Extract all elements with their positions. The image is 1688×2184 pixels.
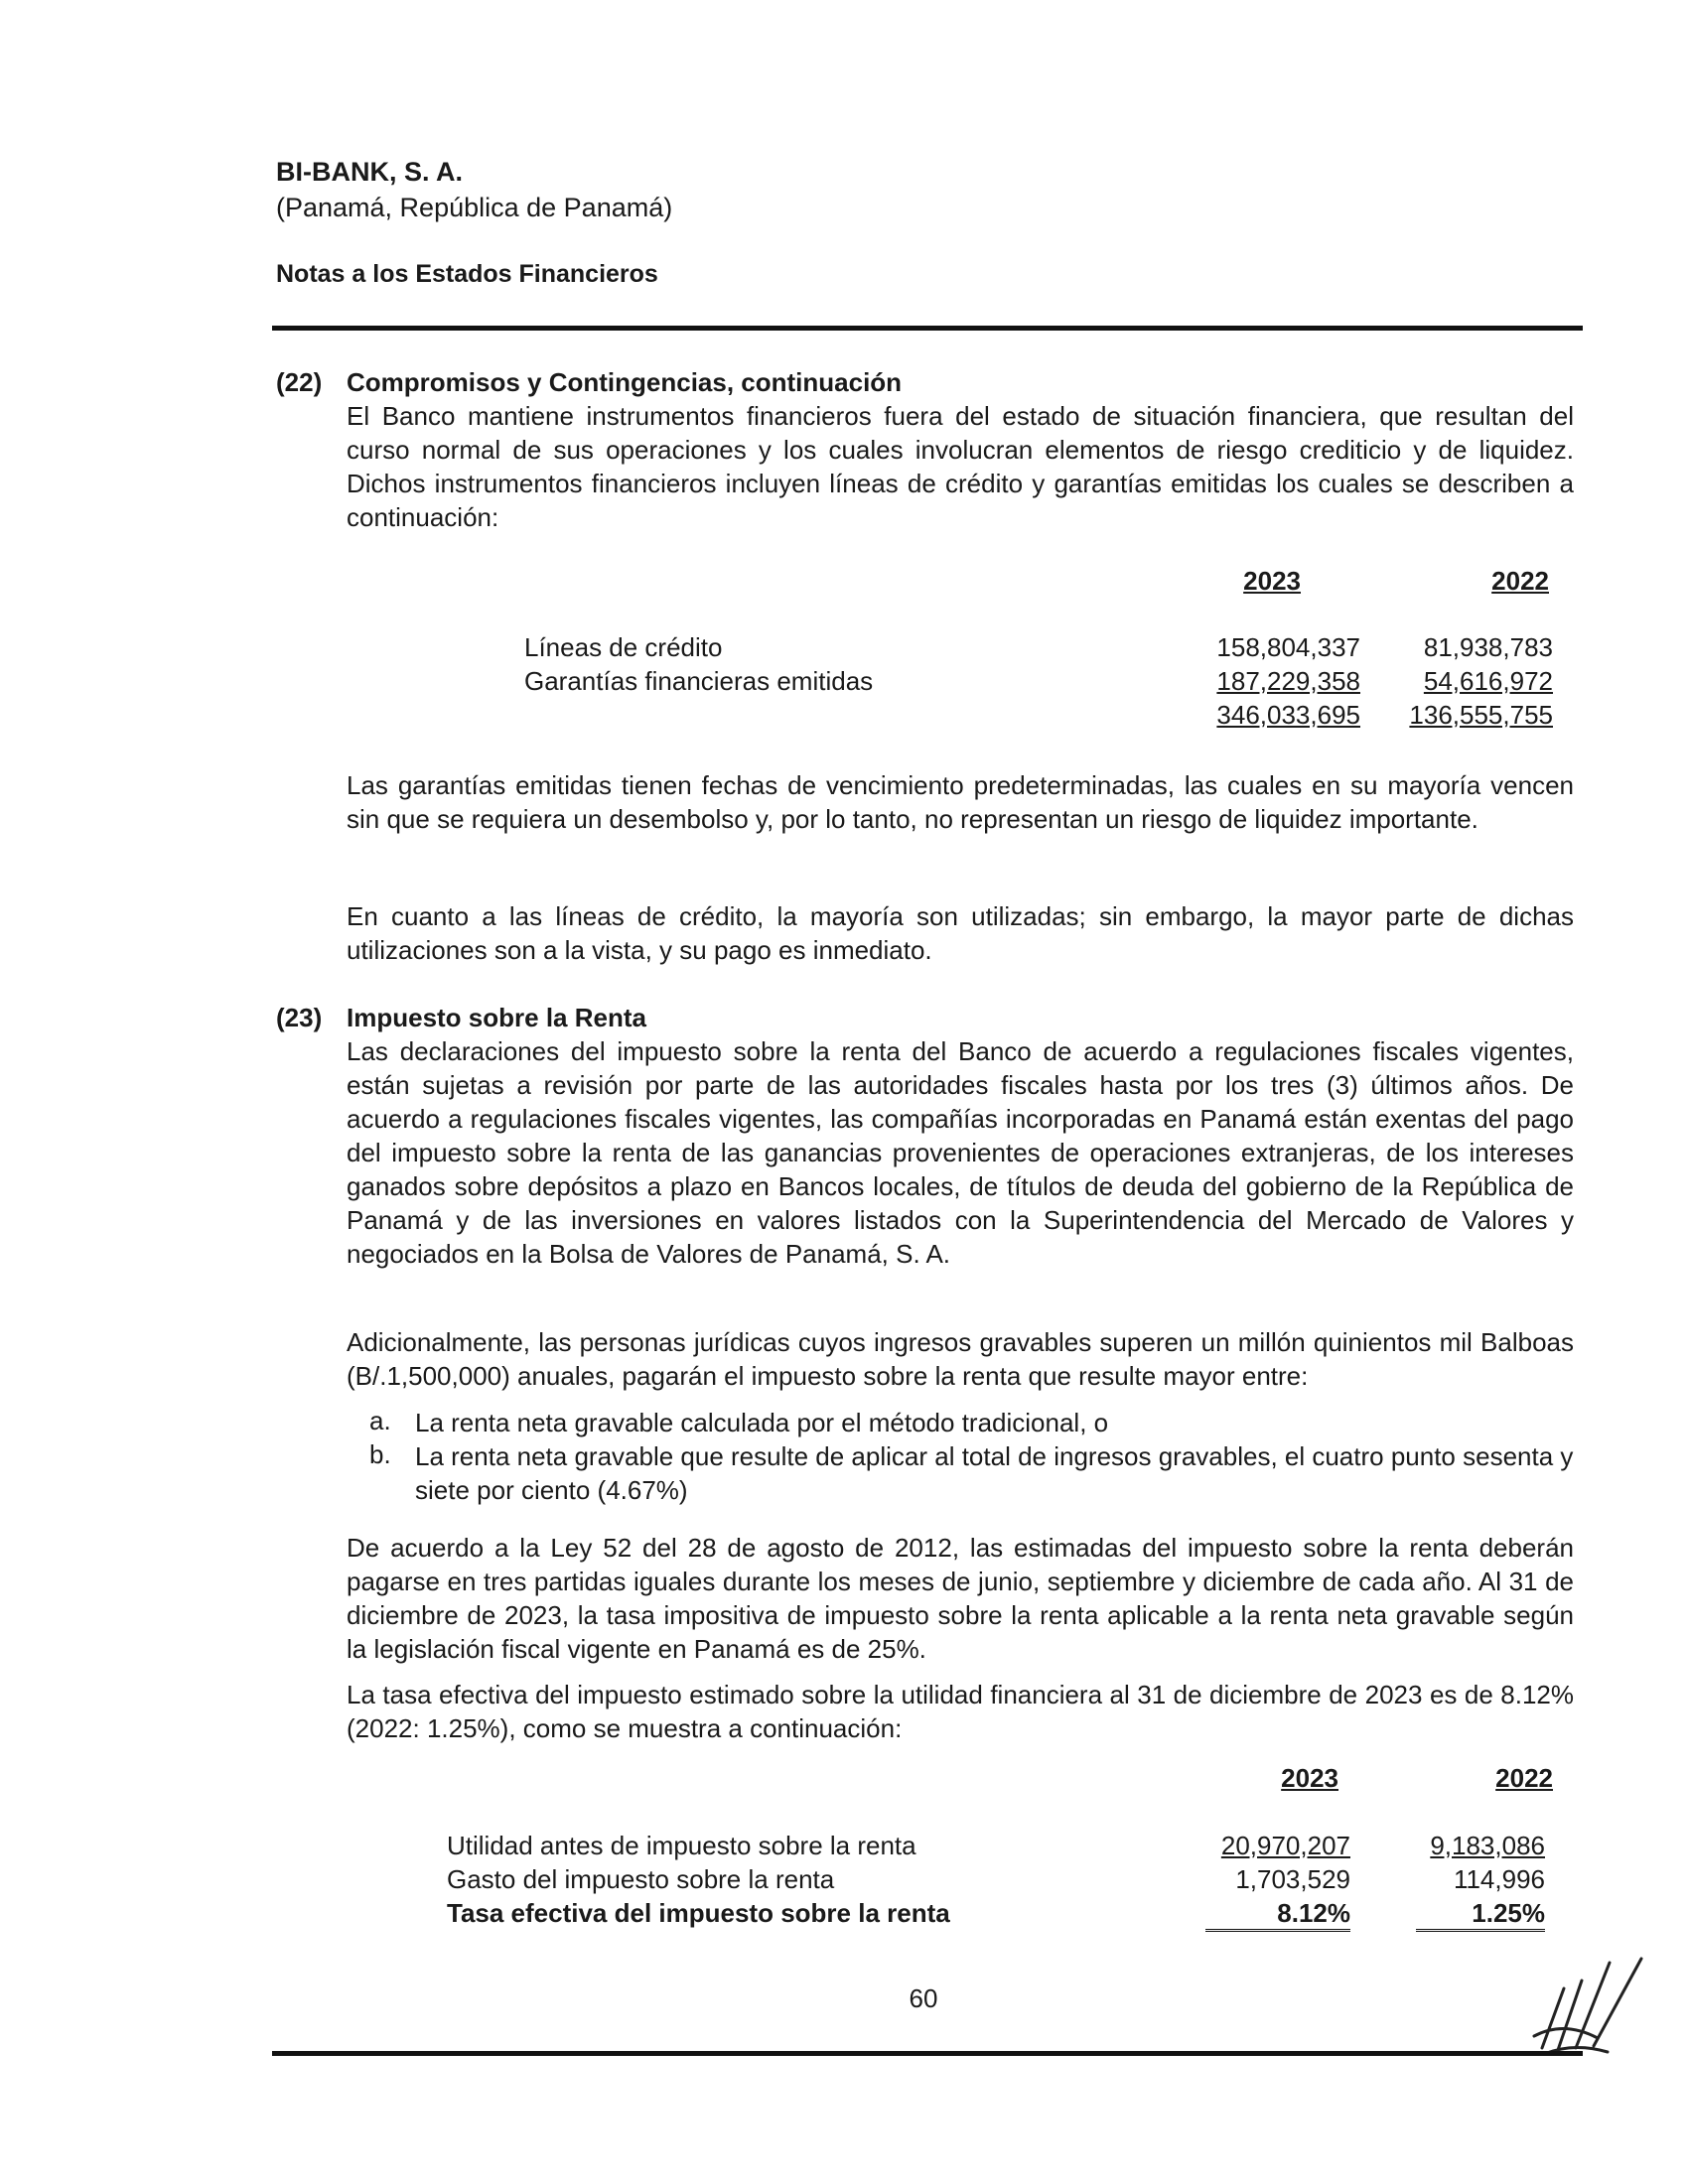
- table2-cell: 1,703,529: [1235, 1864, 1350, 1894]
- footer-divider: [272, 2051, 1583, 2056]
- table2-row-label: Utilidad antes de impuesto sobre la renta: [447, 1831, 916, 1860]
- table2-row-label: Tasa efectiva del impuesto sobre la renta: [447, 1898, 950, 1928]
- table2-cell: 114,996: [1453, 1864, 1545, 1894]
- list-marker: b.: [369, 1439, 391, 1469]
- table2-cell: 1.25%: [1416, 1898, 1545, 1932]
- section-22-paragraph: En cuanto a las líneas de crédito, la mayoría son utilizadas; sin embargo, la mayor parte de dichas utilizaciones son a la vista, y su pago es inmediato.: [347, 901, 1574, 965]
- company-name: BI-BANK, S. A.: [276, 157, 463, 187]
- table2-year-2022: 2022: [1495, 1763, 1553, 1793]
- table2-cell: 9,183,086: [1430, 1831, 1545, 1860]
- section-23-paragraph: La tasa efectiva del impuesto estimado sobre la utilidad financiera al 31 de diciembre de 2023 es de 8.12% (2022: 1.25%), como se muestra a continuación:: [347, 1680, 1574, 1743]
- page-number: 60: [909, 1983, 938, 2013]
- table1-year-2023: 2023: [1243, 566, 1301, 596]
- table1-total: 346,033,695: [1216, 700, 1360, 730]
- table2-cell: 8.12%: [1205, 1898, 1350, 1932]
- section-23-paragraph: Las declaraciones del impuesto sobre la renta del Banco de acuerdo a regulaciones fiscales vigentes, están sujetas a revisión por parte de las autoridades fiscales hasta por los tres (3) últimos años. De acuerdo a regulaciones fiscales vigentes, las compañías incorporadas en Panamá están exentas del pago del impuesto sobre la renta de las ganancias provenientes de operaciones extranjeras, de los intereses ganados sobre depósitos a plazo en Bancos locales, de títulos de deuda del gobierno de la República de Panamá y de las inversiones en valores listados con la Superintendencia del Mercado de Valores y negociados en la Bolsa de Valores de Panamá, S. A.: [347, 1036, 1574, 1269]
- section-22-title: Compromisos y Contingencias, continuación: [347, 367, 903, 397]
- table1-row-label: Líneas de crédito: [524, 632, 723, 662]
- table1-cell: 81,938,783: [1423, 632, 1553, 662]
- list-item: La renta neta gravable calculada por el método tradicional, o: [415, 1408, 1109, 1437]
- signature-initials: [1524, 1951, 1653, 2060]
- company-location: (Panamá, República de Panamá): [276, 193, 673, 222]
- header-divider: [272, 326, 1583, 331]
- section-22-number: (22): [276, 367, 323, 397]
- table1-cell: 54,616,972: [1423, 666, 1553, 696]
- document-title: Notas a los Estados Financieros: [276, 260, 658, 288]
- section-23-paragraph: Adicionalmente, las personas jurídicas cuyos ingresos gravables superen un millón quinientos mil Balboas (B/.1,500,000) anuales, pagarán el impuesto sobre la renta que resulte mayor entre:: [347, 1327, 1574, 1391]
- table1-year-2022: 2022: [1491, 566, 1549, 596]
- section-23-paragraph: De acuerdo a la Ley 52 del 28 de agosto de 2012, las estimadas del impuesto sobre la renta deberán pagarse en tres partidas iguales durante los meses de junio, septiembre y diciembre de cada año. Al 31 de diciembre de 2023, la tasa impositiva de impuesto sobre la renta aplicable a la renta neta gravable según la legislación fiscal vigente en Panamá es de 25%.: [347, 1533, 1574, 1664]
- table1-cell: 158,804,337: [1216, 632, 1360, 662]
- section-23-title: Impuesto sobre la Renta: [347, 1003, 646, 1032]
- list-marker: a.: [369, 1406, 391, 1435]
- list-item: La renta neta gravable que resulte de aplicar al total de ingresos gravables, el cuatro punto sesenta y siete por ciento (4.67%): [415, 1441, 1574, 1505]
- table2-cell: 20,970,207: [1220, 1831, 1350, 1860]
- section-22-paragraph: Las garantías emitidas tienen fechas de vencimiento predeterminadas, las cuales en su mayoría vencen sin que se requiera un desembolso y, por lo tanto, no representan un riesgo de liquidez importante.: [347, 770, 1574, 834]
- section-22-intro: El Banco mantiene instrumentos financieros fuera del estado de situación financiera, que resultan del curso normal de sus operaciones y los cuales involucran elementos de riesgo crediticio y de liquidez. Dichos instrumentos financieros incluyen líneas de crédito y garantías emitidas los cuales se describen a continuación:: [347, 401, 1574, 532]
- table1-cell: 187,229,358: [1216, 666, 1360, 696]
- table1-total: 136,555,755: [1409, 700, 1553, 730]
- section-23-number: (23): [276, 1003, 323, 1032]
- table2-row-label: Gasto del impuesto sobre la renta: [447, 1864, 835, 1894]
- table2-year-2023: 2023: [1281, 1763, 1338, 1793]
- table1-row-label: Garantías financieras emitidas: [524, 666, 874, 696]
